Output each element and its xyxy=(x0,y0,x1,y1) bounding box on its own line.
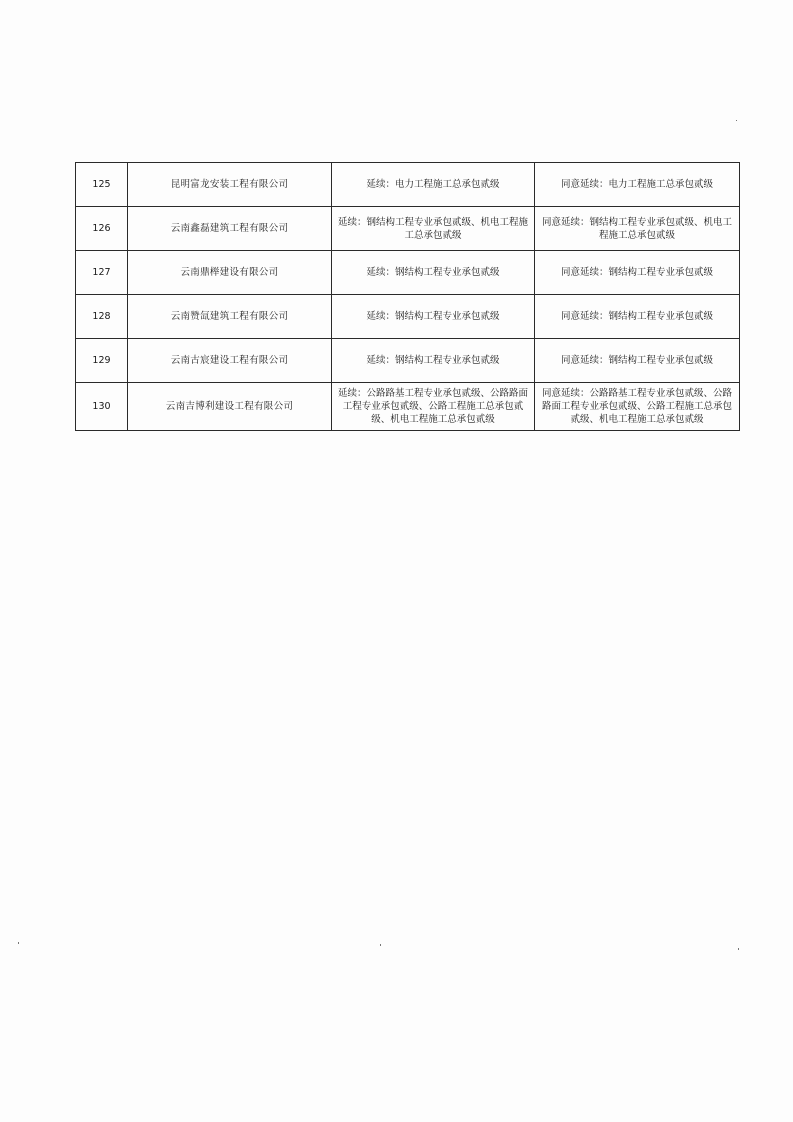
application-item: 延续：钢结构工程专业承包贰级 xyxy=(332,295,535,339)
row-number: 129 xyxy=(76,339,128,383)
application-item: 延续：钢结构工程专业承包贰级 xyxy=(332,251,535,295)
table-row xyxy=(76,251,740,295)
application-item: 延续：钢结构工程专业承包贰级、机电工程施工总承包贰级 xyxy=(332,207,535,251)
row-number: 130 xyxy=(76,383,128,431)
company-name: 云南赞氙建筑工程有限公司 xyxy=(128,295,332,339)
approval-result: 同意延续：公路路基工程专业承包贰级、公路路面工程专业承包贰级、公路工程施工总承包贰级、机电工程施工总承包贰级 xyxy=(535,383,740,431)
application-item: 延续：钢结构工程专业承包贰级 xyxy=(332,339,535,383)
company-name: 云南鼎榉建设有限公司 xyxy=(128,251,332,295)
company-name: 云南吉博利建设工程有限公司 xyxy=(128,383,332,431)
approval-table xyxy=(75,162,740,431)
row-number: 125 xyxy=(76,163,128,207)
row-number: 127 xyxy=(76,251,128,295)
row-number: 126 xyxy=(76,207,128,251)
row-number: 128 xyxy=(76,295,128,339)
table-row xyxy=(76,207,740,251)
table-row xyxy=(76,383,740,431)
approval-result: 同意延续：电力工程施工总承包贰级 xyxy=(535,163,740,207)
scan-speck xyxy=(380,944,381,946)
approval-result: 同意延续：钢结构工程专业承包贰级、机电工程施工总承包贰级 xyxy=(535,207,740,251)
table-row xyxy=(76,339,740,383)
approval-result: 同意延续：钢结构工程专业承包贰级 xyxy=(535,251,740,295)
table-row xyxy=(76,163,740,207)
approval-result: 同意延续：钢结构工程专业承包贰级 xyxy=(535,339,740,383)
scan-speck xyxy=(736,120,737,121)
company-name: 昆明富龙安装工程有限公司 xyxy=(128,163,332,207)
company-name: 云南鑫磊建筑工程有限公司 xyxy=(128,207,332,251)
application-item: 延续：公路路基工程专业承包贰级、公路路面工程专业承包贰级、公路工程施工总承包贰级、机电工程施工总承包贰级 xyxy=(332,383,535,431)
approval-result: 同意延续：钢结构工程专业承包贰级 xyxy=(535,295,740,339)
company-name: 云南古宸建设工程有限公司 xyxy=(128,339,332,383)
scan-speck xyxy=(738,948,739,950)
table-row xyxy=(76,295,740,339)
scan-speck xyxy=(18,942,19,944)
application-item: 延续：电力工程施工总承包贰级 xyxy=(332,163,535,207)
